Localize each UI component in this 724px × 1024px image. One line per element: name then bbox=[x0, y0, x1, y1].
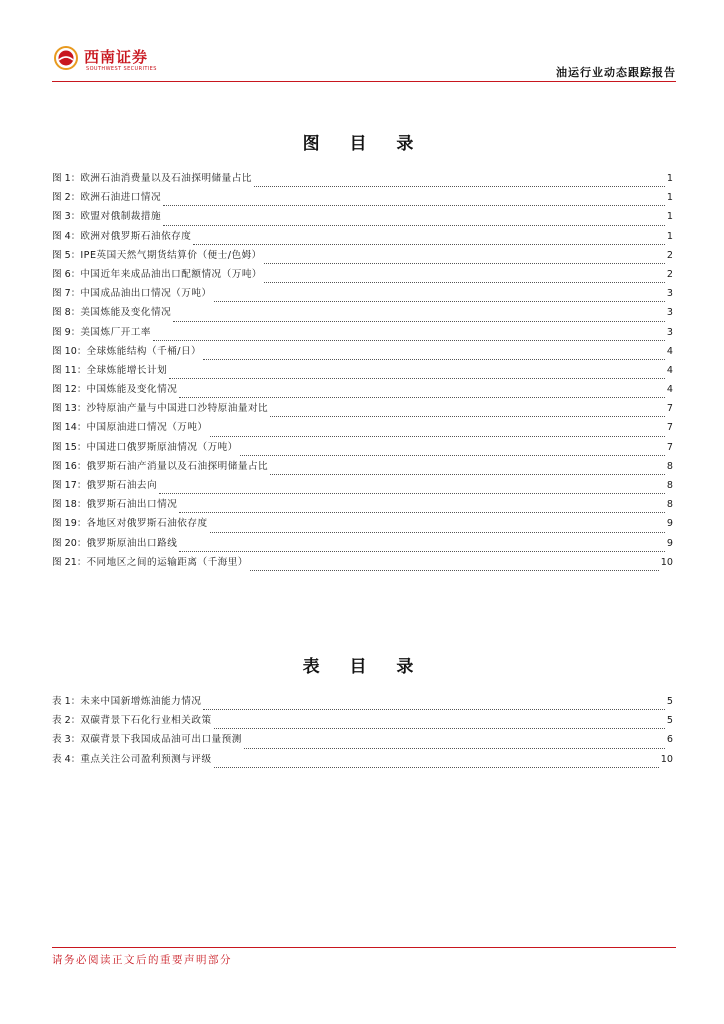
entry-label: 表 3： bbox=[52, 734, 81, 746]
entry-title: 美国炼厂开工率 bbox=[80, 326, 151, 338]
dot-leader bbox=[264, 262, 665, 264]
entry-label: 图 13： bbox=[52, 403, 87, 415]
figure-list-title: 图 目 录 bbox=[302, 134, 426, 154]
entry-title: 中国近年来成品油出口配额情况（万吨） bbox=[80, 268, 263, 280]
figure-list-entry[interactable] bbox=[52, 228, 673, 247]
page-number: 1 bbox=[666, 192, 673, 204]
figure-list-entry[interactable] bbox=[52, 189, 673, 208]
entry-label: 表 4： bbox=[52, 753, 81, 765]
entry-title: 中国进口俄罗斯原油情况（万吨） bbox=[86, 441, 238, 453]
entry-label: 图 5： bbox=[52, 249, 81, 261]
figure-list-entry[interactable] bbox=[52, 381, 673, 400]
page-number: 9 bbox=[666, 518, 673, 530]
entry-title: 俄罗斯原油出口路线 bbox=[86, 537, 178, 549]
entry-title: 中国炼能及变化情况 bbox=[86, 384, 178, 396]
table-list-entry[interactable] bbox=[52, 751, 673, 770]
entry-label: 图 19： bbox=[52, 518, 87, 530]
entry-title: 全球炼能增长计划 bbox=[86, 364, 168, 376]
entry-title: 沙特原油产量与中国进口沙特原油量对比 bbox=[86, 403, 269, 415]
entry-label: 图 3： bbox=[52, 211, 81, 223]
company-logo-subtitle: SOUTHWEST SECURITIES bbox=[86, 66, 157, 72]
figure-list-entry[interactable] bbox=[52, 343, 673, 362]
figure-list-entry[interactable] bbox=[52, 439, 673, 458]
entry-title: 全球炼能结构（千桶/日） bbox=[86, 345, 202, 357]
dot-leader bbox=[250, 569, 659, 571]
entry-label: 图 7： bbox=[52, 288, 81, 300]
dot-leader bbox=[214, 300, 665, 302]
figure-list-entry[interactable] bbox=[52, 266, 673, 285]
dot-leader bbox=[203, 708, 664, 710]
dot-leader bbox=[214, 766, 659, 768]
dot-leader bbox=[163, 224, 665, 226]
entry-label: 图 14： bbox=[52, 422, 87, 434]
entry-label: 图 17： bbox=[52, 480, 87, 491]
entry-title: 美国炼能及变化情况 bbox=[80, 307, 172, 319]
entry-title: 未来中国新增炼油能力情况 bbox=[80, 696, 202, 707]
figure-list-entry[interactable] bbox=[52, 496, 673, 515]
entry-title: 双碳背景下石化行业相关政策 bbox=[80, 715, 212, 727]
company-logo-icon bbox=[54, 46, 78, 70]
entry-label: 表 1： bbox=[52, 696, 81, 707]
entry-title: 欧洲对俄罗斯石油依存度 bbox=[80, 230, 192, 242]
dot-leader bbox=[153, 339, 665, 341]
page-number: 9 bbox=[666, 537, 673, 549]
page-number: 6 bbox=[666, 734, 673, 746]
entry-title: 俄罗斯石油出口情况 bbox=[86, 499, 178, 511]
entry-title: 欧洲石油进口情况 bbox=[80, 192, 162, 204]
entry-title: 俄罗斯石油产消量以及石油探明储量占比 bbox=[86, 460, 269, 472]
figure-list-entry[interactable] bbox=[52, 247, 673, 266]
figure-list-entry[interactable] bbox=[52, 304, 673, 323]
entry-title: 欧洲石油消费量以及石油探明储量占比 bbox=[80, 173, 252, 184]
figure-list-entry[interactable] bbox=[52, 554, 673, 573]
table-list-entry[interactable] bbox=[52, 712, 673, 731]
page-number: 8 bbox=[666, 460, 673, 472]
dot-leader bbox=[254, 185, 665, 187]
figure-list-entry[interactable] bbox=[52, 419, 673, 438]
dot-leader bbox=[210, 435, 665, 437]
dot-leader bbox=[240, 454, 665, 456]
table-list-entry[interactable] bbox=[52, 693, 673, 712]
entry-label: 图 10： bbox=[52, 345, 87, 357]
page-number: 4 bbox=[666, 384, 673, 396]
page-number: 3 bbox=[666, 326, 673, 338]
entry-title: 中国成品油出口情况（万吨） bbox=[80, 288, 212, 300]
page-number: 7 bbox=[666, 441, 673, 453]
dot-leader bbox=[264, 281, 665, 283]
page-number: 3 bbox=[666, 307, 673, 319]
figure-list bbox=[52, 170, 673, 573]
page-number: 2 bbox=[666, 268, 673, 280]
entry-title: 中国原油进口情况（万吨） bbox=[86, 422, 208, 434]
entry-label: 图 11： bbox=[52, 364, 87, 376]
entry-label: 图 4： bbox=[52, 230, 81, 242]
page-number: 5 bbox=[666, 715, 673, 727]
page-number: 3 bbox=[666, 288, 673, 300]
entry-label: 图 6： bbox=[52, 268, 81, 280]
entry-label: 图 20： bbox=[52, 537, 87, 549]
page-number: 4 bbox=[666, 364, 673, 376]
page-number: 7 bbox=[666, 403, 673, 415]
entry-label: 图 15： bbox=[52, 441, 87, 453]
entry-label: 图 8： bbox=[52, 307, 81, 319]
dot-leader bbox=[163, 204, 665, 206]
entry-label: 图 2： bbox=[52, 192, 81, 204]
entry-label: 图 9： bbox=[52, 326, 81, 338]
header-divider bbox=[52, 81, 676, 82]
dot-leader bbox=[244, 747, 665, 749]
entry-label: 表 2： bbox=[52, 715, 81, 727]
figure-list-entry[interactable] bbox=[52, 285, 673, 304]
entry-label: 图 12： bbox=[52, 384, 87, 396]
entry-label: 图 16： bbox=[52, 460, 87, 472]
page-number: 10 bbox=[660, 556, 673, 568]
dot-leader bbox=[210, 531, 665, 533]
page-header bbox=[52, 40, 676, 86]
entry-label: 图 21： bbox=[52, 556, 87, 568]
dot-leader bbox=[179, 550, 665, 552]
footer-divider bbox=[52, 947, 676, 948]
page-number: 1 bbox=[666, 173, 673, 184]
figure-list-entry[interactable] bbox=[52, 458, 673, 477]
dot-leader bbox=[159, 492, 665, 494]
page-number: 1 bbox=[666, 230, 673, 242]
footer-disclaimer: 请务必阅读正文后的重要声明部分 bbox=[52, 954, 232, 966]
table-list bbox=[52, 693, 673, 770]
entry-title: 重点关注公司盈利预测与评级 bbox=[80, 753, 212, 765]
entry-title: 欧盟对俄制裁措施 bbox=[80, 211, 162, 223]
dot-leader bbox=[173, 320, 665, 322]
dot-leader bbox=[179, 511, 665, 513]
page-number: 1 bbox=[666, 211, 673, 223]
dot-leader bbox=[214, 727, 665, 729]
figure-list-entry[interactable] bbox=[52, 208, 673, 227]
table-list-title: 表 目 录 bbox=[302, 657, 426, 677]
entry-title: 俄罗斯石油去向 bbox=[86, 480, 158, 491]
figure-list-entry[interactable] bbox=[52, 170, 673, 189]
entry-title: 不同地区之间的运输距离（千海里） bbox=[86, 556, 248, 568]
figure-list-entry[interactable] bbox=[52, 515, 673, 534]
figure-list-entry[interactable] bbox=[52, 324, 673, 343]
page-number: 5 bbox=[666, 696, 673, 707]
page-number: 8 bbox=[666, 499, 673, 511]
figure-list-entry[interactable] bbox=[52, 477, 673, 496]
entry-title: 双碳背景下我国成品油可出口量预测 bbox=[80, 734, 242, 746]
report-type-label: 油运行业动态跟踪报告 bbox=[556, 66, 676, 79]
figure-list-entry[interactable] bbox=[52, 400, 673, 419]
page-number: 7 bbox=[666, 422, 673, 434]
page-number: 8 bbox=[666, 480, 673, 491]
page-number: 4 bbox=[666, 345, 673, 357]
company-logo-name: 西南证券 bbox=[84, 48, 149, 66]
entry-title: 各地区对俄罗斯石油依存度 bbox=[86, 518, 208, 530]
page-number: 10 bbox=[660, 753, 673, 765]
entry-label: 图 18： bbox=[52, 499, 87, 511]
page-number: 2 bbox=[666, 249, 673, 261]
figure-list-entry[interactable] bbox=[52, 362, 673, 381]
dot-leader bbox=[270, 415, 665, 417]
dot-leader bbox=[270, 473, 665, 475]
entry-title: IPE英国天然气期货结算价（便士/色姆） bbox=[80, 249, 262, 261]
dot-leader bbox=[179, 396, 665, 398]
figure-list-entry[interactable] bbox=[52, 535, 673, 554]
table-list-entry[interactable] bbox=[52, 731, 673, 750]
dot-leader bbox=[169, 377, 665, 379]
dot-leader bbox=[203, 358, 665, 360]
dot-leader bbox=[193, 243, 665, 245]
entry-label: 图 1： bbox=[52, 173, 81, 184]
